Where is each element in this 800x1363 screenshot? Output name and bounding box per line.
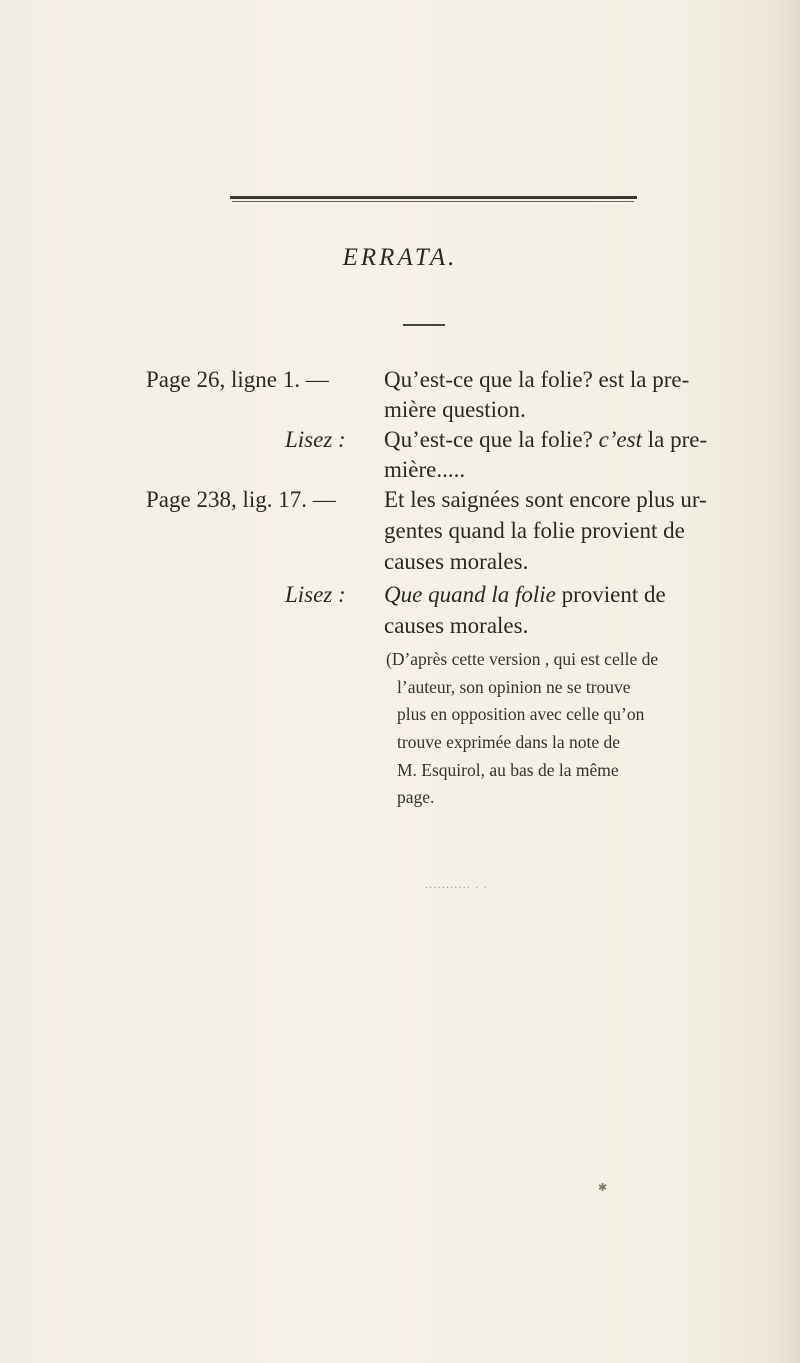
entry-2-error-line-2: gentes quand la folie provient de bbox=[384, 518, 685, 543]
note-line-6: page. bbox=[397, 787, 435, 807]
note-line-5: M. Esquirol, au bas de la même bbox=[397, 760, 619, 780]
entry-1-correction-part-b: la pre- bbox=[647, 427, 708, 452]
smudge-dots: ··········· · · bbox=[425, 883, 488, 894]
note-line-1: (D’après cette version , qui est celle de bbox=[386, 649, 659, 669]
entry-2-correction-label: Lisez : bbox=[285, 582, 346, 607]
entry-2-correction-part-b: provient de bbox=[561, 582, 666, 607]
ink-mark: ✱ bbox=[598, 1181, 608, 1194]
note-line-4: trouve exprimée dans la note de bbox=[397, 732, 621, 752]
note-line-3: plus en opposition avec celle qu’on bbox=[397, 704, 645, 724]
entry-1-correction-line-1 bbox=[384, 426, 707, 454]
entry-1-correction-line-2: mière..... bbox=[384, 457, 466, 482]
entry-1-correction-emphasis: c’est bbox=[598, 427, 642, 452]
entry-2-error-line-1: Et les saignées sont encore plus ur- bbox=[384, 487, 707, 512]
entry-2-correction-emphasis: Que quand la folie bbox=[384, 582, 556, 607]
entry-1-error-line-2: mière question. bbox=[384, 397, 526, 422]
entry-2-ref: Page 238, lig. 17. — bbox=[146, 487, 336, 512]
page-title: ERRATA. bbox=[342, 244, 458, 271]
entry-1-ref: Page 26, ligne 1. — bbox=[146, 367, 329, 392]
entry-2-correction-line-2: causes morales. bbox=[384, 613, 529, 638]
entry-2-error-line-3: causes morales. bbox=[384, 549, 529, 574]
entry-1-error-line-1: Qu’est-ce que la folie? est la pre- bbox=[384, 367, 690, 392]
entry-1-correction-label: Lisez : bbox=[285, 427, 346, 452]
entry-2-correction-line-1 bbox=[384, 581, 666, 609]
entry-1-correction-part-a: Qu’est-ce que la folie? bbox=[384, 427, 593, 452]
note-line-2: l’auteur, son opinion ne se trouve bbox=[397, 677, 631, 697]
